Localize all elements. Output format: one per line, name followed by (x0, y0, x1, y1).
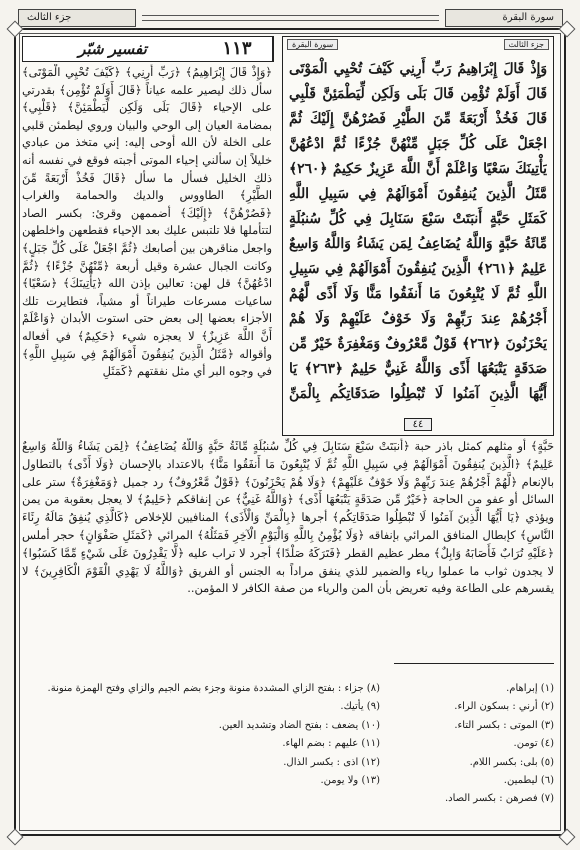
page-header (18, 8, 563, 28)
header-left-label: جزء الثالث (18, 9, 136, 27)
footnote: (٦) ليطمين. (503, 775, 554, 787)
commentary-continuation (22, 438, 554, 656)
footnote: (٣) الموتى : بكسر التاء. (454, 719, 554, 731)
footnote: (١٢) اذى : بكسر الذال. (283, 756, 380, 768)
footnote: (١٠) يضعف : بفتح الضاد وتشديد العين. (218, 719, 380, 731)
header-right-label: سورة البقرة (445, 9, 563, 27)
title-box (22, 36, 274, 62)
footnote: (٨) جزاء : بفتح الزاي المشددة منونة وجزء بضم الجيم والزاي وفتح الهمزة منونة. (47, 683, 380, 694)
footnotes-right-column (394, 680, 554, 830)
quran-header-left: سورة البقرة (287, 39, 338, 50)
footnote: (٤) تومن. (513, 738, 554, 750)
footnote: (١١) عليهم : بضم الهاء. (282, 738, 380, 750)
footnote: (٧) فصرهن : بكسر الصاد. (444, 793, 554, 805)
footnote-divider (394, 663, 554, 664)
footnote: (٥) بلى: بكسر اللام. (469, 756, 554, 768)
commentary-paragraph: ﴿وَإِذْ قَالَ إِبْرَاهِيمُ﴾ ﴿رَبِّ أَرِنِي﴾ ﴿كَيْفَ تُحْيِي الْمَوْتَى﴾ سأل ذلك ليصير علمه عياناً ﴿قَالَ أَوَلَمْ تُؤْمِن﴾ بقدرتي على الإحياء ﴿قَالَ بَلَى وَلَكِن لِّيَطْمَئِنَّ﴾ ﴿قَلْبِي﴾ بمضامة العيان إلى الوحي والبيان وروي ليطمئن قلبي على الخلة لأن الله أوحى إليه: إني متخذ من عبادي خليلاً إن سألني إحياء الموتى أجبته فوقع في نفسه أنه ذلك الخليل فسأل ما سأل ﴿قَالَ فَخُذْ أَرْبَعَةً مِّنَ الطَّيْرِ﴾ الطاووس والديك والحمامة والغراب ﴿فَصُرْهُنَّ﴾ ﴿إِلَيْكَ﴾ أضممهن وقرئ: بكسر الصاد لتتأملها فلا تلتبس عليك بعد الإحياء فقطعهن واخلطهن واجعل مناقرهن بين أصابعك ﴿ثُمَّ اجْعَلْ عَلَى كُلِّ جَبَلٍ﴾ وكانت الجبال عشرة وقيل أربعة ﴿مِّنْهُنَّ جُزْءًا﴾ ﴿ثُمَّ ادْعُهُنَّ﴾ قل لهن: تعالين بإذن الله ﴿يَأْتِينَكَ﴾ ﴿سَعْيًا﴾ ساعيات مسرعات طيراناً أو مشياً، فتطايرت تلك الأجزاء بعضها إلى بعض حتى استوت الأبدان ﴿وَاعْلَمْ أَنَّ اللَّهَ عَزِيزٌ﴾ لا يعجزه شيء ﴿حَكِيمٌ﴾ في أفعاله وأقواله ﴿مَّثَلُ الَّذِينَ يُنفِقُونَ أَمْوَالَهُمْ فِي سَبِيلِ اللَّهِ﴾ في وجوه البر أي مثل نفقتهم ﴿كَمَثَلِ (22, 65, 272, 379)
quran-header-right: جزء الثالث (504, 39, 549, 50)
continuation-paragraph: حَبَّةٍ﴾ أو مثلهم كمثل باذر حبة ﴿أَنبَتَتْ سَبْعَ سَنَابِلَ فِي كُلِّ سُنبُلَةٍ مِّائَةُ حَبَّةٍ وَاللَّهُ يُضَاعِفُ﴾ ﴿لِمَن يَشَاءُ وَاللَّهُ وَاسِعٌ عَلِيمٌ﴾ ﴿الَّذِينَ يُنفِقُونَ أَمْوَالَهُمْ فِي سَبِيلِ اللَّهِ ثُمَّ لَا يُتْبِعُونَ مَا أَنفَقُوا مَنًّا﴾ بالاعتداد بالإحسان ﴿وَلَا أَذًى﴾ بالتطاول بالإنعام ﴿لَّهُمْ أَجْرُهُمْ عِندَ رَبِّهِمْ وَلَا خَوْفٌ عَلَيْهِمْ﴾ ﴿وَلَا هُمْ يَحْزَنُونَ﴾ ﴿قَوْلٌ مَّعْرُوفٌ﴾ رد جميل ﴿وَمَغْفِرَةٌ﴾ ستر على السائل أو عفو من الحاجة ﴿خَيْرٌ مِّن صَدَقَةٍ يَتْبَعُهَا أَذًى﴾ ﴿وَاللَّهُ غَنِيٌّ﴾ عن إنفاقكم ﴿حَلِيمٌ﴾ لا يعجل بعقوبة من يمن ويؤذي ﴿يَا أَيُّهَا الَّذِينَ آمَنُوا لَا تُبْطِلُوا صَدَقَاتِكُم﴾ أجرها ﴿بِالْمَنِّ وَالْأَذَى﴾ المنافيين للإخلاص ﴿كَالَّذِي يُنفِقُ مَالَهُ رِئَاءَ النَّاسِ﴾ كإبطال المنافق المرائي بإنفاقه ﴿وَلَا يُؤْمِنُ بِاللَّهِ وَالْيَوْمِ الْآخِرِ فَمَثَلُهُ﴾ المرائي ﴿كَمَثَلِ صَفْوَانٍ﴾ حجر أملس ﴿عَلَيْهِ تُرَابٌ فَأَصَابَهُ وَابِلٌ﴾ مطر عظيم القطر ﴿فَتَرَكَهُ صَلْدًا﴾ أجرد لا تراب عليه ﴿لَّا يَقْدِرُونَ عَلَى شَيْءٍ مِّمَّا كَسَبُوا﴾ لا يجدون ثواب ما عملوا رياء والضمير للذي ينفق مراداً به الجنس أو الفريق ﴿وَاللَّهُ لَا يَهْدِي الْقَوْمَ الْكَافِرِينَ﴾ لا يقسرهم على الطاعة وفيه تعريض بأن المن والرياء من صفة الكافر لا المؤمن.. (22, 439, 554, 596)
footnote: (٢) أرني : بسكون الراء. (454, 701, 554, 713)
quran-text: وَإِذْ قَالَ إِبْرَاهِيمُ رَبِّ أَرِنِي كَيْفَ تُحْيِي الْمَوْتَى قَالَ أَوَلَمْ تُؤْمِن قَالَ بَلَى وَلَكِن لِّيَطْمَئِنَّ قَلْبِي قَالَ فَخُذْ أَرْبَعَةً مِّنَ الطَّيْرِ فَصُرْهُنَّ إِلَيْكَ ثُمَّ اجْعَلْ عَلَى كُلِّ جَبَلٍ مِّنْهُنَّ جُزْءًا ثُمَّ ادْعُهُنَّ يَأْتِينَكَ سَعْيًا وَاعْلَمْ أَنَّ اللَّهَ عَزِيزٌ حَكِيمٌ ﴿٢٦٠﴾ مَّثَلُ الَّذِينَ يُنفِقُونَ أَمْوَالَهُمْ فِي سَبِيلِ اللَّهِ كَمَثَلِ حَبَّةٍ أَنبَتَتْ سَبْعَ سَنَابِلَ فِي كُلِّ سُنبُلَةٍ مِّائَةُ حَبَّةٍ وَاللَّهُ يُضَاعِفُ لِمَن يَشَاءُ وَاللَّهُ وَاسِعٌ عَلِيمٌ ﴿٢٦١﴾ الَّذِينَ يُنفِقُونَ أَمْوَالَهُمْ فِي سَبِيلِ اللَّهِ ثُمَّ لَا يُتْبِعُونَ مَا أَنفَقُوا مَنًّا وَلَا أَذًى لَّهُمْ أَجْرُهُمْ عِندَ رَبِّهِمْ وَلَا خَوْفٌ عَلَيْهِمْ وَلَا هُمْ يَحْزَنُونَ ﴿٢٦٢﴾ قَوْلٌ مَّعْرُوفٌ وَمَغْفِرَةٌ خَيْرٌ مِّن صَدَقَةٍ يَتْبَعُهَا أَذًى وَاللَّهُ غَنِيٌّ حَلِيمٌ ﴿٢٦٣﴾ يَا أَيُّهَا الَّذِينَ آمَنُوا لَا تُبْطِلُوا صَدَقَاتِكُم بِالْمَنِّ (289, 61, 547, 402)
footnotes (22, 680, 554, 830)
header-ornament (142, 15, 439, 21)
footnote: (٩) يأتيك. (340, 701, 380, 713)
page-number: ١١٣ (202, 37, 273, 61)
quran-column (282, 36, 554, 436)
footnote: (١٣) ولا يومن. (320, 775, 380, 787)
quran-page-number: ٤٤ (404, 418, 433, 431)
footnote: (١) إبراهام. (506, 683, 554, 694)
quran-header (287, 39, 549, 50)
footnotes-left-column (22, 680, 394, 830)
commentary-column (22, 64, 272, 464)
quran-footer (283, 412, 553, 431)
page-title: تفسير شبّر (78, 40, 147, 58)
